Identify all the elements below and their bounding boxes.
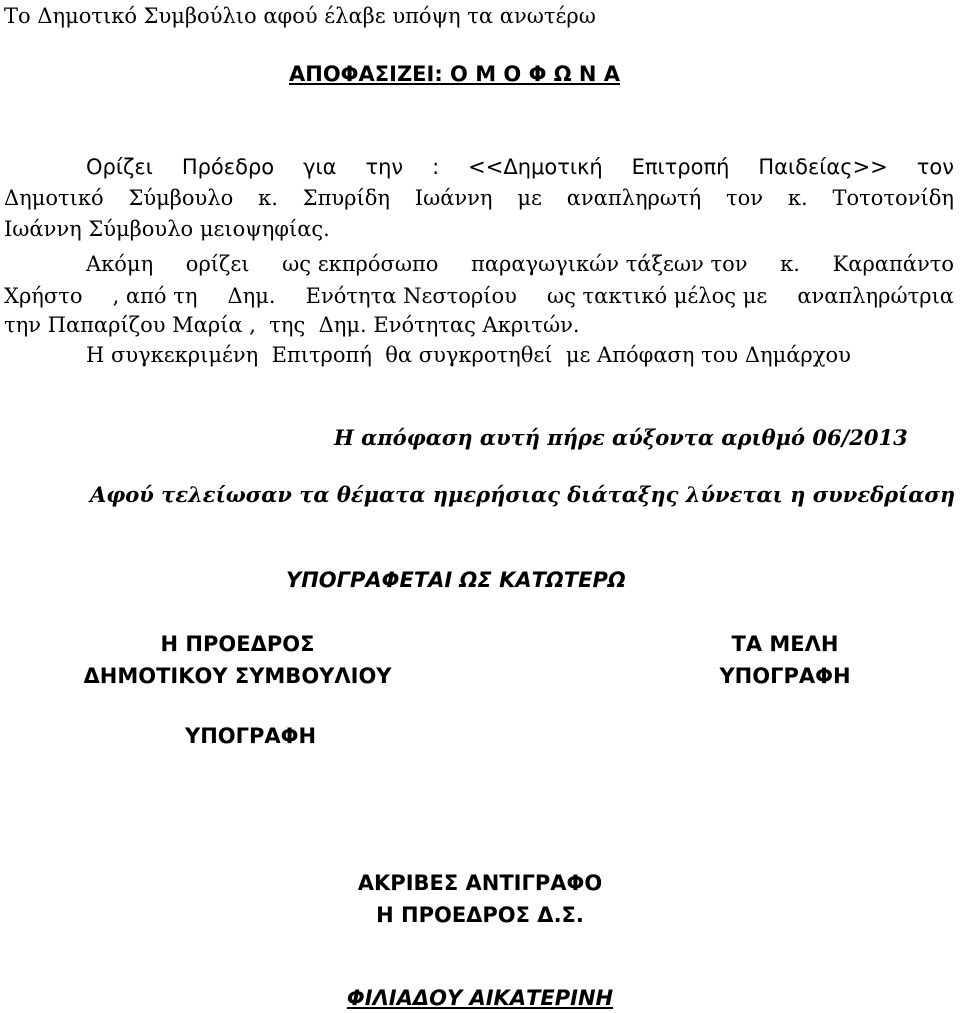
body-word: Επιτροπή xyxy=(631,155,730,179)
body-word: ως τακτικό μέλος με xyxy=(547,284,768,308)
certified-copy-president: Η ΠΡΟΕΔΡΟΣ Δ.Σ. xyxy=(376,903,584,927)
body-line-6: την Παπαρίζου Μαρία , της Δημ. Ενότητας Ακριτών. xyxy=(4,313,580,337)
body-word: Ενότητα Νεστορίου xyxy=(305,284,517,308)
body-word: Δημοτικό xyxy=(4,186,104,210)
body-line-3: Ιωάννη Σύμβουλο μειοψηφίας. xyxy=(4,217,330,241)
body-word: Τοτοτονίδη xyxy=(832,186,954,210)
left-signatory-body: ΔΗΜΟΤΙΚΟΥ ΣΥΜΒΟΥΛΙΟΥ xyxy=(83,664,392,688)
right-signatory-signature: ΥΠΟΓΡΑΦΗ xyxy=(719,664,851,688)
right-signatory-title: ΤΑ ΜΕΛΗ xyxy=(731,632,839,656)
left-signatory-signature: ΥΠΟΓΡΑΦΗ xyxy=(185,724,317,748)
certified-copy-title: ΑΚΡΙΒΕΣ ΑΝΤΙΓΡΑΦΟ xyxy=(357,871,603,895)
body-line-1 xyxy=(86,155,954,179)
body-word: Χρήστο xyxy=(4,284,83,308)
body-word: κ. xyxy=(258,186,278,210)
body-word: τον xyxy=(916,155,954,179)
body-word: , από τη xyxy=(112,284,198,308)
body-word: <<Δημοτική xyxy=(468,155,603,179)
decision-heading: ΑΠΟΦΑΣΙΖΕΙ: Ο Μ Ο Φ Ω Ν Α xyxy=(289,62,621,86)
body-line-7: Η συγκεκριμένη Επιτροπή θα συγκροτηθεί με Απόφαση του Δημάρχου xyxy=(86,343,851,367)
left-signatory-title: Η ΠΡΟΕΔΡΟΣ xyxy=(160,632,315,656)
body-word: παραγωγικών τάξεων τον xyxy=(471,252,748,276)
intro-line: Το Δημοτικό Συμβούλιο αφού έλαβε υπόψη τα ανωτέρω xyxy=(4,4,596,28)
body-word: την xyxy=(365,155,404,179)
body-word: ορίζει xyxy=(185,252,250,276)
body-word: ως εκπρόσωπο xyxy=(282,252,439,276)
body-word: Καραπάντο xyxy=(832,252,954,276)
body-word: Ορίζει xyxy=(86,155,153,179)
body-line-5 xyxy=(4,284,954,308)
body-word: για xyxy=(303,155,337,179)
decision-number-text: Η απόφαση αυτή πήρε αύξοντα αριθμό 06/2013 xyxy=(334,425,908,450)
signed-heading: ΥΠΟΓΡΑΦΕΤΑΙ ΩΣ ΚΑΤΩΤΕΡΩ xyxy=(286,568,626,592)
body-word: Πρόεδρο xyxy=(181,155,275,179)
closing-text: Αφού τελείωσαν τα θέματα ημερήσιας διάταξης λύνεται η συνεδρίαση xyxy=(90,482,956,507)
body-word: Παιδείας>> xyxy=(758,155,888,179)
body-word: : xyxy=(432,155,440,179)
body-word: Ιωάννη xyxy=(414,186,493,210)
body-word: Σύμβουλο xyxy=(128,186,234,210)
body-word: τον xyxy=(726,186,764,210)
body-word: Σπυρίδη xyxy=(302,186,390,210)
body-word: κ. xyxy=(780,252,800,276)
body-word: Δημ. xyxy=(227,284,276,308)
president-name: ΦΙΛΙΑΔΟΥ ΑΙΚΑΤΕΡΙΝΗ xyxy=(346,986,614,1010)
body-word: με xyxy=(517,186,542,210)
body-word: Ακόμη xyxy=(86,252,154,276)
body-word: κ. xyxy=(787,186,808,210)
body-line-4 xyxy=(86,252,954,276)
body-word: αναπληρωτή xyxy=(566,186,702,210)
body-line-2 xyxy=(4,186,954,210)
body-word: αναπληρώτρια xyxy=(797,284,954,308)
